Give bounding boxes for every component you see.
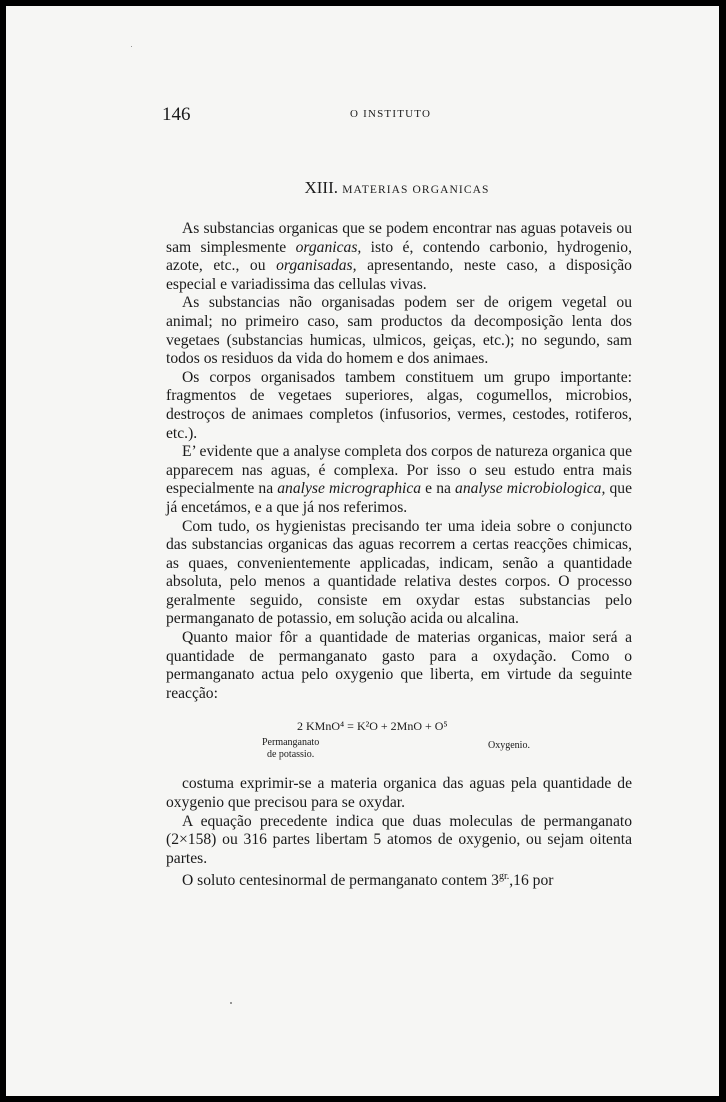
text-run: Quanto maior fôr a quantidade de materias organicas, maior será a quantidade de permanganato gasto para a oxydação. Como o permanganato actua pelo oxygenio que liberta, em virtude da seguinte reacção: [166, 629, 632, 702]
page-number: 146 [162, 104, 191, 125]
text-run: As substancias não organisadas podem ser de origem vegetal ou animal; no primeiro caso, sam productos da decomposição lenta dos vegetaes (substancias humicas, ulmicos, geiças, etc.); no segundo, sam todos os residuos da vida do homem e dos animaes. [166, 294, 632, 368]
equation-label-oxygen: Oxygenio. [488, 740, 530, 752]
page-header [162, 104, 632, 128]
paragraph [166, 868, 632, 891]
text-run: e na [421, 480, 456, 498]
text-run: A equação precedente indica que duas moleculas de permanganato (2×158) ou 316 partes libertam 5 atomos de oxygenio, ou sejam oitenta partes. [166, 812, 632, 867]
italic-term: analyse micrographica [277, 480, 422, 498]
text-run: O soluto centesinormal de permanganato contem 3 [182, 872, 499, 890]
text-run: ,16 por [509, 872, 554, 890]
equation-text: 2 KMnO⁴ = K²O + 2MnO + O⁵ [297, 719, 448, 734]
paper-speck [131, 46, 132, 47]
text-run: E’ evidente que a analyse completa dos corpos de natureza organica que apparecem nas aguas, é complexa. Por isso o seu estudo entra mais especialmente na [166, 443, 632, 498]
paragraph [166, 369, 632, 443]
section-title: MATERIAS ORGANICAS [342, 184, 490, 196]
paragraph [166, 443, 632, 517]
paragraph [166, 518, 632, 630]
text-run: apresentando, neste caso, a disposição especial e variadissima das cellulas vivas. [166, 257, 632, 293]
paper-speck [230, 1002, 232, 1004]
paragraph [166, 220, 632, 294]
paragraph [166, 294, 632, 368]
paragraph [166, 813, 632, 869]
paragraphs-before-formula [166, 220, 632, 703]
text-run: gr. [498, 871, 510, 883]
text-run: As substancias organicas que se podem encontrar nas aguas potaveis ou sam simplesmente [166, 220, 632, 256]
paragraph [166, 629, 632, 703]
italic-term: organisadas, [276, 257, 357, 275]
paragraphs-after-formula [166, 775, 632, 891]
text-run: Com tudo, os hygienistas precisando ter uma ideia sobre o conjuncto das substancias organicas das aguas recorrem a certas reacções chimicas, as quaes, convenientemente applicadas, indicam, senão a quantidade absoluta, pelo menos a quantidade relativa destes corpos. O processo geralmente seguido, consiste em oxydar estas substancias pelo permanganato de potassio, em solução acida ou alcalina. [166, 517, 632, 628]
paragraph [166, 775, 632, 812]
running-title: O INSTITUTO [350, 108, 432, 120]
text-run: costuma exprimir-se a materia organica das aguas pela quantidade de oxygenio que precisou para se oxydar. [166, 775, 632, 812]
body-text [166, 220, 632, 891]
equation-label-permanganate: Permanganato de potassio. [262, 737, 320, 761]
section-heading [162, 178, 632, 198]
text-run: isto é, contendo carbonio, hydrogenio, azote, etc., ou [166, 238, 632, 275]
section-number: XIII. [304, 178, 338, 197]
chemical-equation [166, 717, 632, 769]
text-run: que já encetámos, e a que já nos referimos. [166, 480, 632, 516]
text-run: Os corpos organisados tambem constituem um grupo importante: fragmentos de vegetaes superiores, algas, cogumellos, microbios, destroços de animaes completos (infusorios, vermes, cestodes, rotiferos, etc.). [166, 368, 632, 442]
italic-term: analyse microbiologica, [455, 480, 606, 498]
italic-term: organicas, [295, 238, 362, 256]
book-page [6, 6, 719, 1096]
